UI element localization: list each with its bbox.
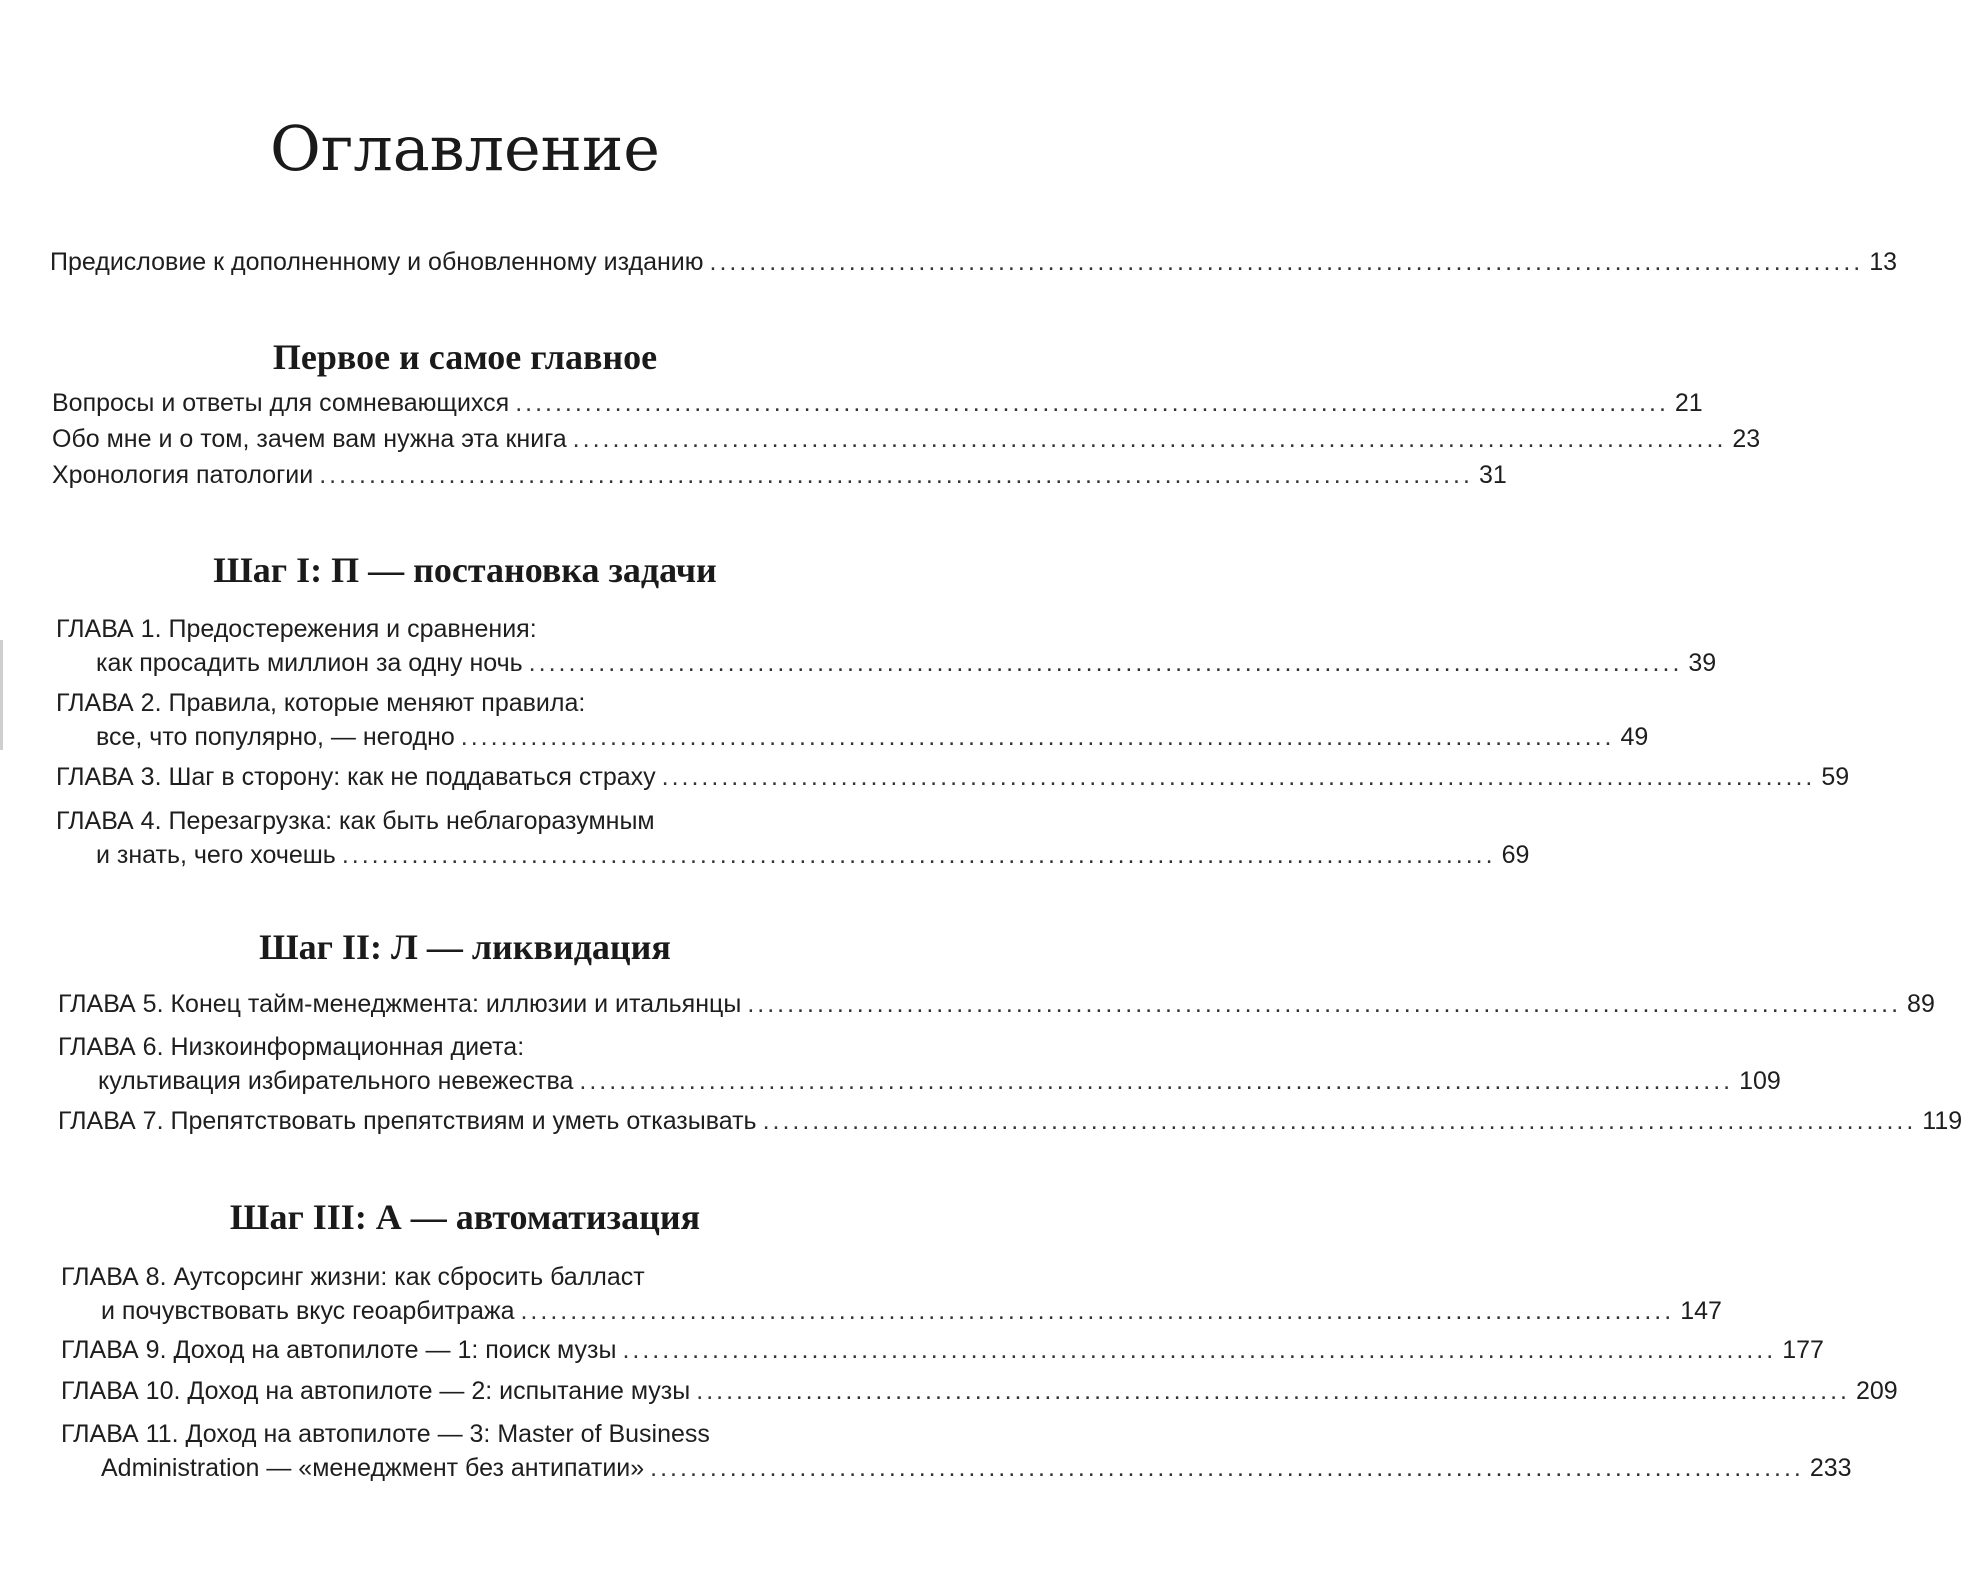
toc-entry-preface[interactable]: [50, 245, 1898, 279]
entry-title-line2: и почувствовать вкус геоарбитража: [101, 1297, 515, 1325]
page-number: 23: [1732, 425, 1761, 453]
toc-entry[interactable]: [56, 612, 1717, 680]
entry-title: Обо мне и о том, зачем вам нужна эта книга: [52, 425, 567, 453]
dot-leader: ....................................................................................................................: [709, 248, 1864, 276]
dot-leader: ....................................................................................................................: [341, 841, 1496, 869]
entry-title-line1: ГЛАВА 6. Низкоинформационная диета:: [58, 1033, 525, 1061]
entry-title: ГЛАВА 9. Доход на автопилоте — 1: поиск музы: [61, 1336, 617, 1364]
toc-entry[interactable]: [56, 686, 1649, 754]
dot-leader: ....................................................................................................................: [579, 1067, 1734, 1095]
page-edge-shadow: [0, 640, 3, 750]
page-number: 49: [1620, 723, 1649, 751]
page-number: 177: [1782, 1336, 1824, 1364]
dot-leader: ....................................................................................................................: [528, 649, 1683, 677]
toc-entry[interactable]: [52, 386, 1703, 420]
section-title: Первое и самое главное: [272, 337, 658, 377]
page-number: 109: [1739, 1067, 1781, 1095]
entry-title: Вопросы и ответы для сомневающихся: [52, 389, 510, 417]
dot-leader: ....................................................................................................................: [747, 990, 1902, 1018]
dot-leader: ....................................................................................................................: [650, 1454, 1804, 1482]
toc-entry[interactable]: [61, 1374, 1898, 1408]
dot-leader: ....................................................................................................................: [460, 723, 1615, 751]
entry-title: Хронология патологии: [52, 461, 314, 489]
toc-entry[interactable]: [52, 458, 1507, 492]
toc-entry[interactable]: [58, 987, 1935, 1021]
entry-title: Предисловие к дополненному и обновленному изданию: [50, 248, 704, 276]
entry-title-line1: ГЛАВА 8. Аутсорсинг жизни: как сбросить балласт: [61, 1263, 645, 1291]
toc-entry[interactable]: [58, 1030, 1781, 1098]
toc-entry[interactable]: [58, 1104, 1962, 1138]
page-number: 31: [1478, 461, 1507, 489]
page-number: 59: [1821, 763, 1850, 791]
page-number: 89: [1907, 990, 1935, 1018]
toc-entry[interactable]: [52, 422, 1761, 456]
entry-title-line1: ГЛАВА 1. Предостережения и сравнения:: [56, 615, 537, 643]
dot-leader: ....................................................................................................................: [319, 461, 1473, 489]
toc-entry[interactable]: [61, 1260, 1722, 1328]
entry-title-line2: культивация избирательного невежества: [98, 1067, 574, 1095]
page-number: 119: [1922, 1107, 1962, 1135]
dot-leader: ....................................................................................................................: [762, 1107, 1917, 1135]
dot-leader: ....................................................................................................................: [572, 425, 1727, 453]
toc-entry[interactable]: [56, 760, 1850, 794]
dot-leader: ....................................................................................................................: [515, 389, 1669, 417]
page-number: 13: [1869, 248, 1898, 276]
section-title: Шаг III: А — автоматизация: [229, 1197, 701, 1237]
entry-title: ГЛАВА 7. Препятствовать препятствиям и уметь отказывать: [58, 1107, 757, 1135]
page-title: Оглавление: [270, 112, 660, 185]
entry-title: ГЛАВА 3. Шаг в сторону: как не поддаваться страху: [56, 763, 656, 791]
page-number: 209: [1855, 1377, 1898, 1405]
section-title: Шаг I: П — постановка задачи: [213, 550, 717, 590]
entry-title-line2: все, что популярно, — негодно: [96, 723, 455, 751]
dot-leader: ....................................................................................................................: [696, 1377, 1850, 1405]
dot-leader: ....................................................................................................................: [661, 763, 1816, 791]
entry-title: ГЛАВА 10. Доход на автопилоте — 2: испытание музы: [61, 1377, 691, 1405]
entry-title-line1: ГЛАВА 2. Правила, которые меняют правила:: [56, 689, 586, 717]
entry-title-line1: ГЛАВА 4. Перезагрузка: как быть неблагоразумным: [56, 807, 655, 835]
page-number: 147: [1680, 1297, 1722, 1325]
page-number: 21: [1674, 389, 1703, 417]
entry-title-line2: как просадить миллион за одну ночь: [96, 649, 523, 677]
toc-entry[interactable]: [61, 1417, 1852, 1485]
page-number: 69: [1501, 841, 1530, 869]
dot-leader: ....................................................................................................................: [520, 1297, 1675, 1325]
entry-title: ГЛАВА 5. Конец тайм-менеджмента: иллюзии и итальянцы: [58, 990, 742, 1018]
entry-title-line1: ГЛАВА 11. Доход на автопилоте — 3: Master of Business: [61, 1420, 710, 1448]
entry-title-line2: и знать, чего хочешь: [96, 841, 336, 869]
dot-leader: ....................................................................................................................: [622, 1336, 1777, 1364]
page-number: 233: [1809, 1454, 1852, 1482]
toc-entry[interactable]: [56, 804, 1530, 872]
entry-title-line2: Administration — «менеджмент без антипатии»: [101, 1454, 645, 1482]
section-title: Шаг II: Л — ликвидация: [259, 927, 671, 967]
page-number: 39: [1688, 649, 1717, 677]
toc-entry[interactable]: [61, 1333, 1824, 1367]
